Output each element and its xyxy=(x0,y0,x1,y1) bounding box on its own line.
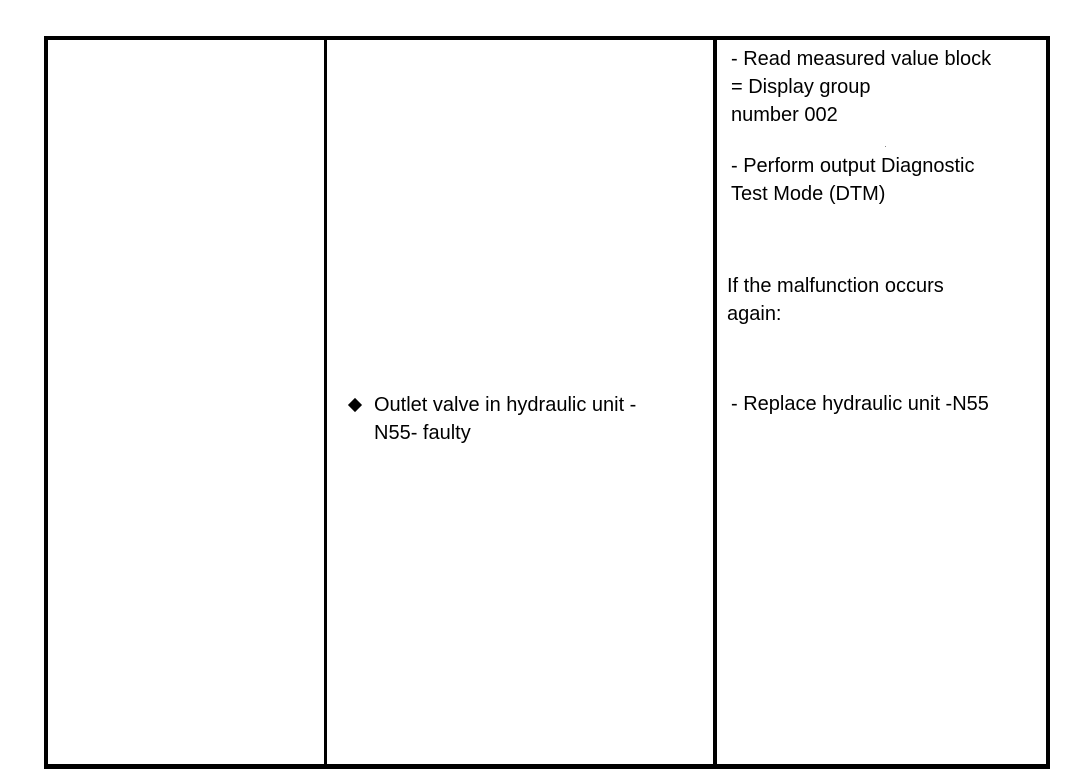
table-column-remedy xyxy=(717,40,1046,764)
diamond-bullet-icon xyxy=(348,398,362,412)
remedy-step-read-measured-value-block: - Read measured value block = Display group number 002 xyxy=(731,48,992,126)
repair-table xyxy=(44,36,1050,769)
possible-cause-item xyxy=(346,391,636,447)
remedy-step-replace-hydraulic-unit: - Replace hydraulic unit -N55 xyxy=(731,393,989,415)
remedy-condition-malfunction-again: If the malfunction occurs again: xyxy=(727,275,944,325)
table-column-component xyxy=(48,40,327,764)
remedy-step-perform-dtm: - Perform output Diagnostic Test Mode (DTM) xyxy=(731,155,975,205)
table-column-possible-cause xyxy=(327,40,717,764)
possible-cause-text: Outlet valve in hydraulic unit - N55- faulty xyxy=(374,394,637,444)
